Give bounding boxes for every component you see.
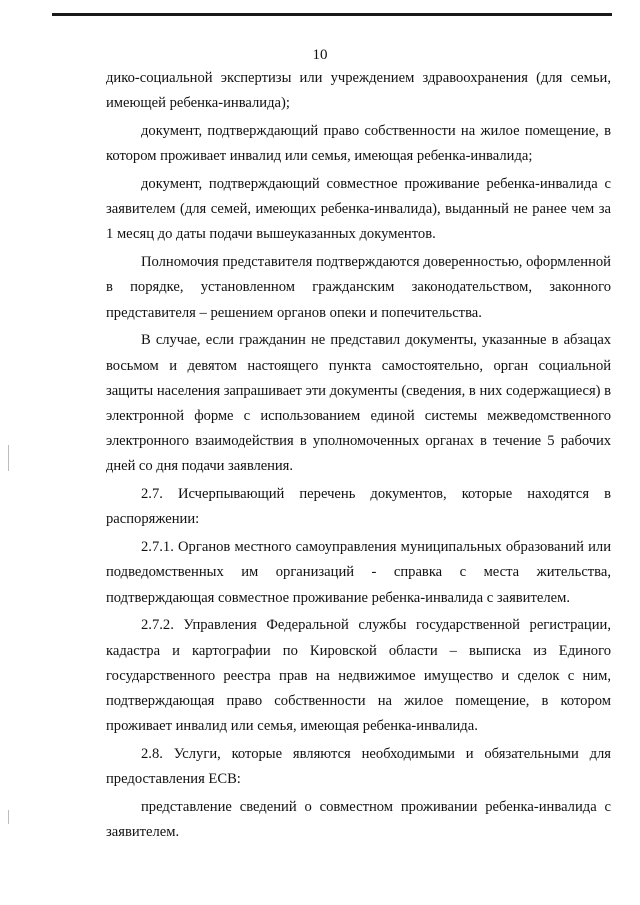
paragraph-section-2-7-2: 2.7.2. Управления Федеральной службы государственной регистрации, кадастра и картографии по Кировской области – выписка из Единого государственного реестра прав на недвижимое имущество и сделок с ним, подтверждающая право собственности на жилое помещение, в котором проживает инвалид или семья, имеющая ребенка-инвалида.	[106, 617, 611, 735]
scan-edge-mark	[8, 445, 9, 471]
paragraph-section-2-7: 2.7. Исчерпывающий перечень документов, которые находятся в распоряжении:	[106, 486, 611, 528]
paragraph-section-2-8: 2.8. Услуги, которые являются необходимыми и обязательными для предоставления ЕСВ:	[106, 746, 611, 788]
page-number: 10	[312, 47, 328, 63]
paragraph-cohabitation-document: документ, подтверждающий совместное проживание ребенка-инвалида с заявителем (для семей, имеющих ребенка-инвалида), выданный не ранее чем за 1 месяц до даты подачи вышеуказанных документов.	[106, 176, 611, 243]
top-scan-rule	[52, 13, 612, 16]
paragraph-section-2-7-1: 2.7.1. Органов местного самоуправления муниципальных образований или подведомственных им организаций - справка с места жительства, подтверждающая совместное проживание ребенка-инвалида с заявителем.	[106, 539, 611, 606]
paragraph-cohabitation-info: представление сведений о совместном проживании ребенка-инвалида с заявителем.	[106, 799, 611, 841]
scan-edge-mark	[8, 810, 9, 824]
paragraph-ownership-document: документ, подтверждающий право собственности на жилое помещение, в котором проживает инвалид или семья, имеющая ребенка-инвалида;	[106, 123, 611, 165]
document-body	[106, 66, 611, 848]
paragraph-continuation: дико-социальной экспертизы или учреждением здравоохранения (для семьи, имеющей ребенка-инвалида);	[106, 70, 611, 112]
paragraph-representative-powers: Полномочия представителя подтверждаются доверенностью, оформленной в порядке, установленном гражданским законодательством, законного представителя – решением органов опеки и попечительства.	[106, 254, 611, 321]
paragraph-interagency-request: В случае, если гражданин не представил документы, указанные в абзацах восьмом и девятом настоящего пункта самостоятельно, орган социальной защиты населения запрашивает эти документы (сведения, в них содержащиеся) в электронной форме с использованием единой системы межведомственного электронного взаимодействия в уполномоченных органах в течение 5 рабочих дней со дня подачи заявления.	[106, 332, 611, 475]
